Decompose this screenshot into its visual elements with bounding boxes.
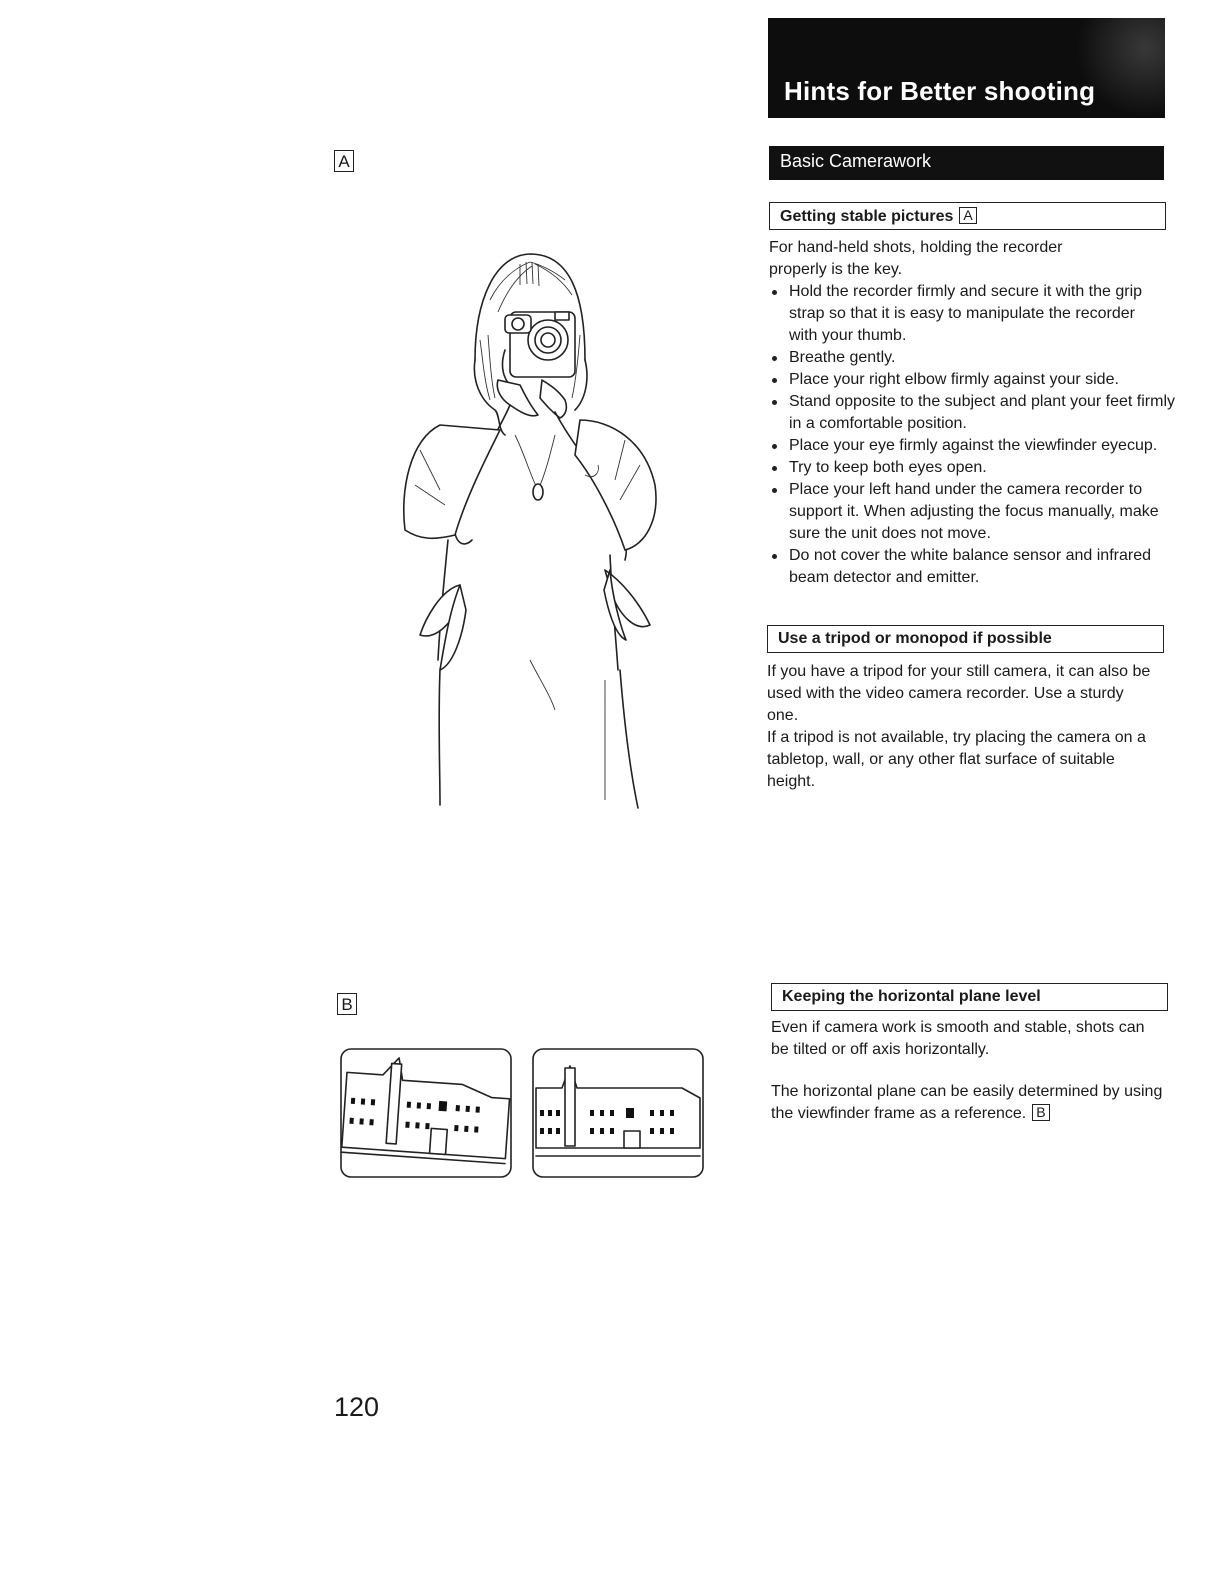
figure-ref-a: A [959, 207, 976, 224]
figure-a-illustration [380, 240, 680, 820]
tripod-para-1: If you have a tripod for your still camera, it can also be used with the video camera recorder. Use a sturdy one. [767, 663, 1151, 724]
figure-b-tilted-frame [340, 1048, 512, 1180]
subsection-header-horizontal [771, 983, 1168, 1011]
list-item: Place your left hand under the camera recorder to support it. When adjusting the focus manually, make sure the unit does not move. [769, 479, 1179, 545]
horizontal-body [771, 1017, 1166, 1125]
subsection-header-stable [769, 202, 1166, 230]
section-title: Basic Camerawork [780, 151, 932, 171]
list-item: Hold the recorder firmly and secure it with the grip strap so that it is easy to manipulate the recorder with your thumb. [769, 281, 1159, 347]
subsection-title-stable: Getting stable pictures [780, 208, 954, 225]
stable-body [769, 237, 1179, 589]
figure-b-level-frame [532, 1048, 704, 1180]
list-item: Stand opposite to the subject and plant your feet firmly in a comfortable position. [769, 391, 1179, 435]
list-item: Try to keep both eyes open. [769, 457, 1179, 479]
list-item: Place your eye firmly against the viewfinder eyecup. [769, 435, 1159, 457]
figure-ref-b: B [1032, 1104, 1049, 1121]
list-item: Breathe gently. [769, 347, 1179, 369]
horizontal-para-1: Even if camera work is smooth and stable, shots can be tilted or off axis horizontally. [771, 1019, 1145, 1058]
page-title: Hints for Better shooting [784, 76, 1096, 106]
list-item: Place your right elbow firmly against your side. [769, 369, 1179, 391]
stable-intro: For hand-held shots, holding the recorder properly is the key. [769, 239, 1063, 278]
subsection-title-horizontal: Keeping the horizontal plane level [782, 988, 1041, 1005]
subsection-title-tripod: Use a tripod or monopod if possible [778, 630, 1052, 647]
list-item: Do not cover the white balance sensor and infrared beam detector and emitter. [769, 545, 1159, 589]
page-number: 120 [334, 1392, 380, 1422]
figure-b-label: B [337, 993, 357, 1015]
stable-bullet-list [769, 281, 1179, 589]
tripod-body [767, 661, 1152, 793]
figure-a-label: A [334, 150, 354, 172]
horizontal-para-2: The horizontal plane can be easily determined by using the viewfinder frame as a reference. [771, 1083, 1163, 1122]
subsection-header-tripod [767, 625, 1164, 653]
tripod-para-2: If a tripod is not available, try placing the camera on a tabletop, wall, or any other flat surface of suitable height. [767, 729, 1146, 790]
